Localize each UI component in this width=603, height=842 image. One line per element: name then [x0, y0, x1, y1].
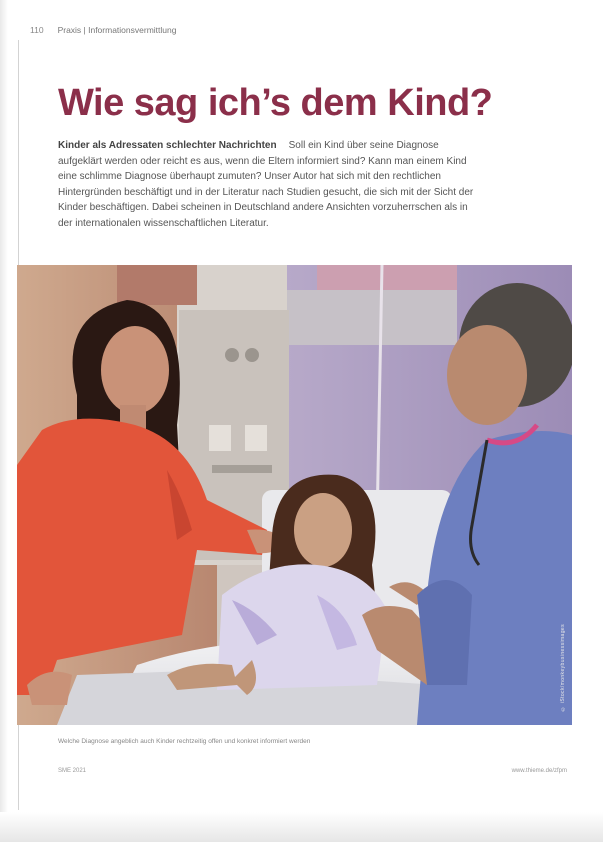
article-photo	[17, 265, 572, 725]
lead-text: Soll ein Kind über seine Diagnose aufgeklärt werden oder reicht es aus, wenn die Eltern informiert sind? Kann man einem Kind eine schlimme Diagnose überhaupt zumuten? Unser Autor hat sich mit den rechtlichen Hintergründen beschäftigt und in der Literatur nach Studien gesucht, die sich mit der Sicht der Kinder beschäftigen. Dabei scheinen in Deutschland andere Ansichten vorzuherrschen als in der internationalen wissenschaftlichen Literatur.	[58, 140, 474, 229]
photo-credit: © iStock/monkeybusinessimages	[560, 623, 566, 711]
scan-edge-bottom	[0, 812, 603, 842]
running-head	[30, 25, 176, 35]
page-number: 110	[30, 25, 44, 35]
scan-edge-left	[0, 0, 8, 842]
section-label: Praxis | Informationsvermittlung	[57, 25, 177, 35]
article-title: Wie sag ich’s dem Kind?	[58, 82, 493, 124]
footer-left: SME 2021	[58, 768, 87, 774]
article-lead	[58, 138, 478, 232]
lead-kicker: Kinder als Adressaten schlechter Nachrichten	[58, 140, 277, 151]
hospital-scene-illustration	[17, 265, 572, 725]
footer-right: www.thieme.de/zfpm	[511, 768, 567, 774]
photo-caption: Welche Diagnose angeblich auch Kinder rechtzeitig offen und konkret informiert werden	[58, 738, 311, 745]
